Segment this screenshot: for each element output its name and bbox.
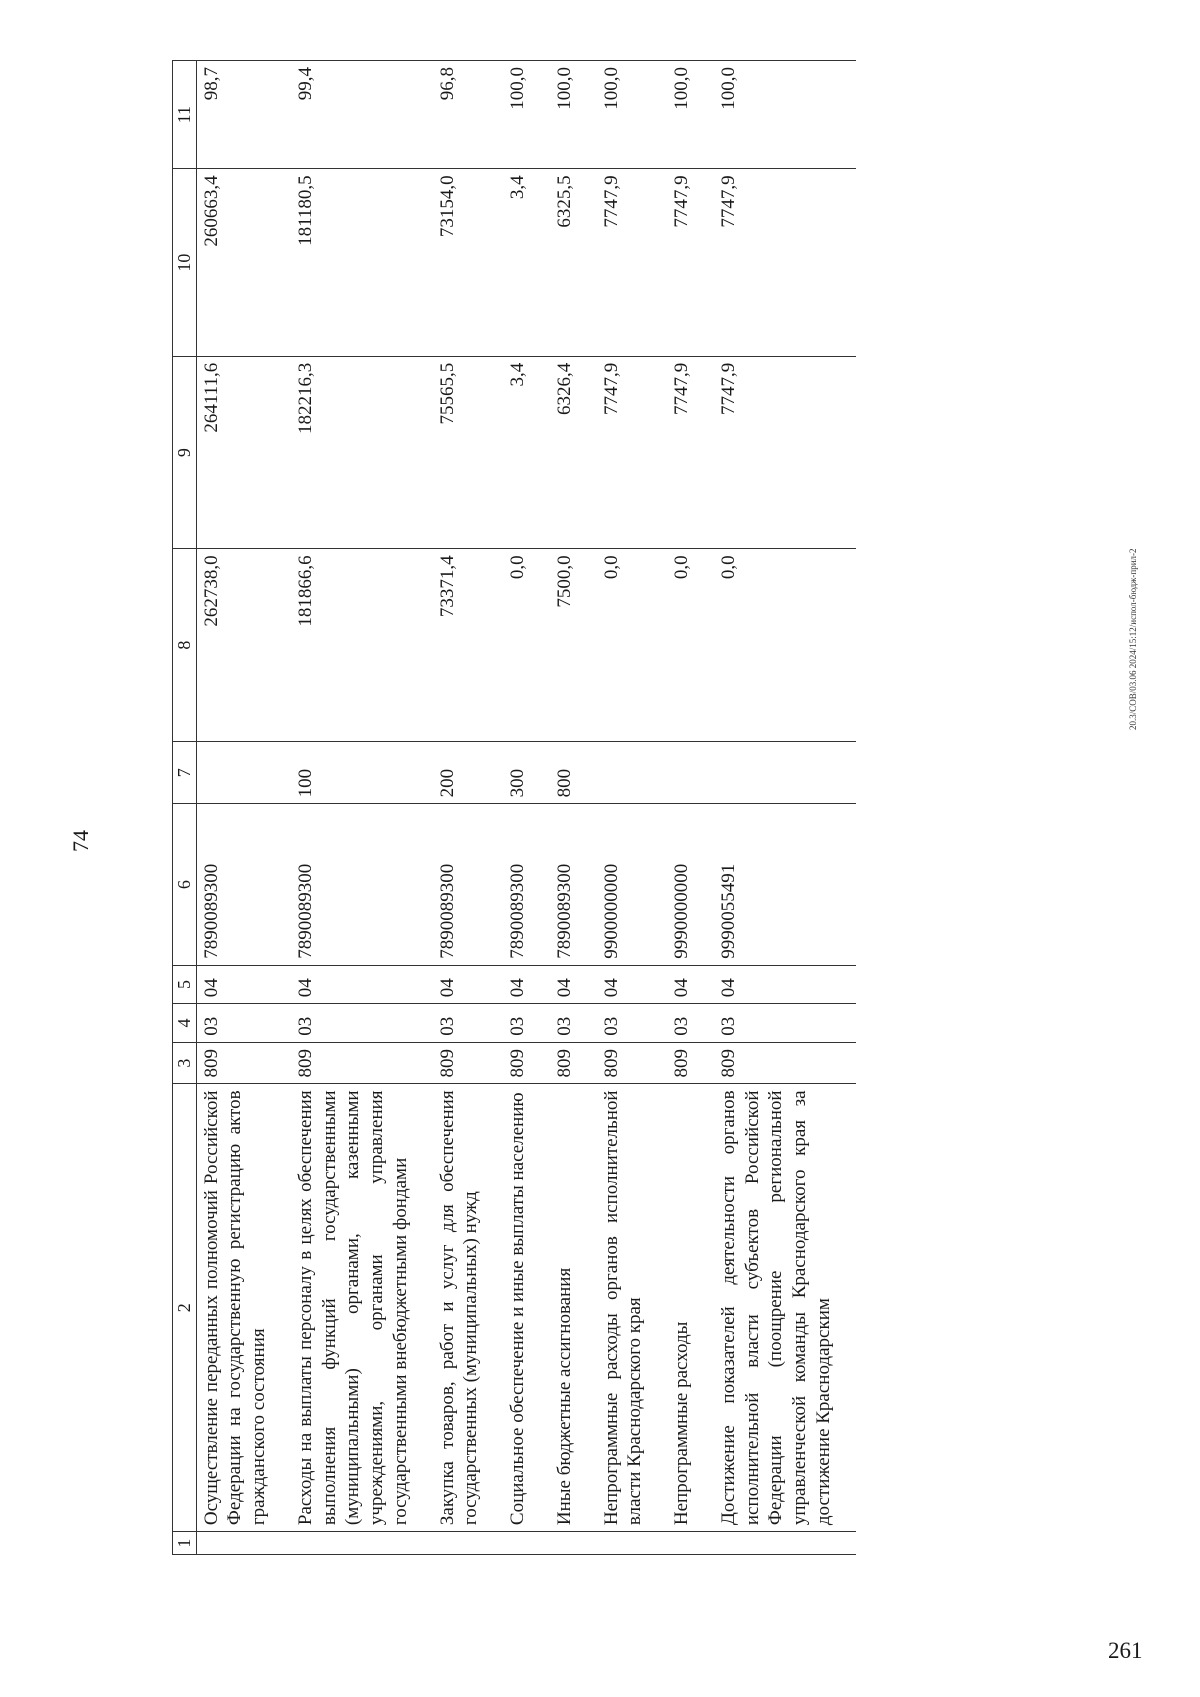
- cell-percent: 98,7: [196, 61, 291, 169]
- header-cell: 11: [173, 61, 197, 169]
- cell-expense-type: 800: [550, 741, 597, 803]
- page-number-bottom: 261: [1108, 1638, 1143, 1663]
- cell-expense-type: [667, 741, 714, 803]
- cell-executed: 260663,4: [196, 169, 291, 356]
- cell-section: 03: [433, 1004, 504, 1043]
- cell-approved: 0,0: [714, 549, 856, 742]
- table-row: [667, 61, 714, 1555]
- header-cell: 2: [173, 1084, 197, 1532]
- cell-executed: 3,4: [503, 169, 550, 356]
- cell-section: 03: [714, 1004, 856, 1043]
- header-cell: 6: [173, 804, 197, 965]
- cell-ministry-code: 809: [503, 1042, 550, 1084]
- cell-subsection: 04: [597, 965, 668, 1004]
- table-row: [291, 61, 433, 1555]
- table-row: [503, 61, 550, 1555]
- cell-executed: 181180,5: [291, 169, 433, 356]
- header-cell: 1: [173, 1532, 197, 1555]
- cell-refined: 7747,9: [667, 356, 714, 549]
- cell-col1: [714, 1532, 856, 1555]
- cell-col1: [667, 1532, 714, 1555]
- cell-target-article: 9990000000: [667, 804, 714, 965]
- cell-description: Иные бюджетные ассигнования: [550, 1084, 597, 1532]
- cell-percent: 99,4: [291, 61, 433, 169]
- cell-subsection: 04: [714, 965, 856, 1004]
- header-cell: 8: [173, 549, 197, 742]
- page-number-top: 74: [68, 830, 93, 852]
- cell-subsection: 04: [550, 965, 597, 1004]
- cell-refined: 182216,3: [291, 356, 433, 549]
- cell-refined: 7747,9: [714, 356, 856, 549]
- table-row: [196, 61, 291, 1555]
- cell-description: Непрограммные расходы органов исполнительной власти Краснодарского края: [597, 1084, 668, 1532]
- cell-ministry-code: 809: [550, 1042, 597, 1084]
- cell-target-article: 7890089300: [433, 804, 504, 965]
- cell-ministry-code: 809: [196, 1042, 291, 1084]
- table-row: [714, 61, 856, 1555]
- cell-description: Достижение показателей деятельности органов исполнительной власти субъектов Российской Федерации (поощрение региональной управленческой команды Краснодарского края за достижение Краснодарским: [714, 1084, 856, 1532]
- cell-expense-type: 100: [291, 741, 433, 803]
- table-row: [433, 61, 504, 1555]
- cell-percent: 100,0: [550, 61, 597, 169]
- cell-refined: 7747,9: [597, 356, 668, 549]
- cell-refined: 75565,5: [433, 356, 504, 549]
- cell-subsection: 04: [667, 965, 714, 1004]
- cell-section: 03: [597, 1004, 668, 1043]
- cell-refined: 3,4: [503, 356, 550, 549]
- cell-expense-type: [714, 741, 856, 803]
- cell-col1: [550, 1532, 597, 1555]
- cell-description: Расходы на выплаты персоналу в целях обеспечения выполнения функций государственными (муниципальными) органами, казенными учреждениями, органами управления государственными внебюджетными фондами: [291, 1084, 433, 1532]
- header-cell: 7: [173, 741, 197, 803]
- cell-subsection: 04: [433, 965, 504, 1004]
- cell-ministry-code: 809: [291, 1042, 433, 1084]
- cell-description: Осуществление переданных полномочий Российской Федерации на государственную регистрацию актов гражданского состояния: [196, 1084, 291, 1532]
- budget-table: [172, 60, 856, 1555]
- cell-expense-type: [597, 741, 668, 803]
- cell-approved: 0,0: [503, 549, 550, 742]
- cell-target-article: 7890089300: [503, 804, 550, 965]
- cell-col1: [433, 1532, 504, 1555]
- header-cell: 3: [173, 1042, 197, 1084]
- cell-expense-type: [196, 741, 291, 803]
- cell-expense-type: 300: [503, 741, 550, 803]
- cell-subsection: 04: [503, 965, 550, 1004]
- cell-refined: 6326,4: [550, 356, 597, 549]
- document-code: 20.3/СОВ/03.06 2024/15:12/испол-бюдж-прил-2: [1128, 548, 1138, 730]
- header-cell: 4: [173, 1004, 197, 1043]
- cell-target-article: 7890089300: [196, 804, 291, 965]
- cell-col1: [597, 1532, 668, 1555]
- cell-executed: 7747,9: [667, 169, 714, 356]
- header-cell: 5: [173, 965, 197, 1004]
- cell-approved: 73371,4: [433, 549, 504, 742]
- cell-target-article: 7890089300: [291, 804, 433, 965]
- cell-description: Закупка товаров, работ и услуг для обеспечения государственных (муниципальных) нужд: [433, 1084, 504, 1532]
- cell-target-article: 9900000000: [597, 804, 668, 965]
- table-row: [597, 61, 668, 1555]
- header-row: [173, 61, 197, 1555]
- cell-section: 03: [667, 1004, 714, 1043]
- cell-approved: 181866,6: [291, 549, 433, 742]
- budget-table-frame: [172, 60, 962, 1555]
- cell-percent: 100,0: [714, 61, 856, 169]
- cell-percent: 100,0: [503, 61, 550, 169]
- cell-approved: 0,0: [597, 549, 668, 742]
- cell-description: Непрограммные расходы: [667, 1084, 714, 1532]
- cell-approved: 262738,0: [196, 549, 291, 742]
- cell-section: 03: [503, 1004, 550, 1043]
- cell-target-article: 9990055491: [714, 804, 856, 965]
- cell-approved: 0,0: [667, 549, 714, 742]
- cell-ministry-code: 809: [667, 1042, 714, 1084]
- cell-section: 03: [196, 1004, 291, 1043]
- cell-percent: 100,0: [597, 61, 668, 169]
- cell-executed: 7747,9: [597, 169, 668, 356]
- cell-col1: [196, 1532, 291, 1555]
- cell-ministry-code: 809: [433, 1042, 504, 1084]
- cell-expense-type: 200: [433, 741, 504, 803]
- cell-executed: 6325,5: [550, 169, 597, 356]
- cell-approved: 7500,0: [550, 549, 597, 742]
- cell-section: 03: [291, 1004, 433, 1043]
- cell-percent: 100,0: [667, 61, 714, 169]
- cell-executed: 73154,0: [433, 169, 504, 356]
- header-cell: 9: [173, 356, 197, 549]
- header-cell: 10: [173, 169, 197, 356]
- table-row: [550, 61, 597, 1555]
- cell-section: 03: [550, 1004, 597, 1043]
- cell-ministry-code: 809: [714, 1042, 856, 1084]
- cell-subsection: 04: [291, 965, 433, 1004]
- cell-col1: [291, 1532, 433, 1555]
- cell-col1: [503, 1532, 550, 1555]
- cell-percent: 96,8: [433, 61, 504, 169]
- cell-ministry-code: 809: [597, 1042, 668, 1084]
- cell-subsection: 04: [196, 965, 291, 1004]
- cell-executed: 7747,9: [714, 169, 856, 356]
- cell-refined: 264111,6: [196, 356, 291, 549]
- cell-description: Социальное обеспечение и иные выплаты населению: [503, 1084, 550, 1532]
- cell-target-article: 7890089300: [550, 804, 597, 965]
